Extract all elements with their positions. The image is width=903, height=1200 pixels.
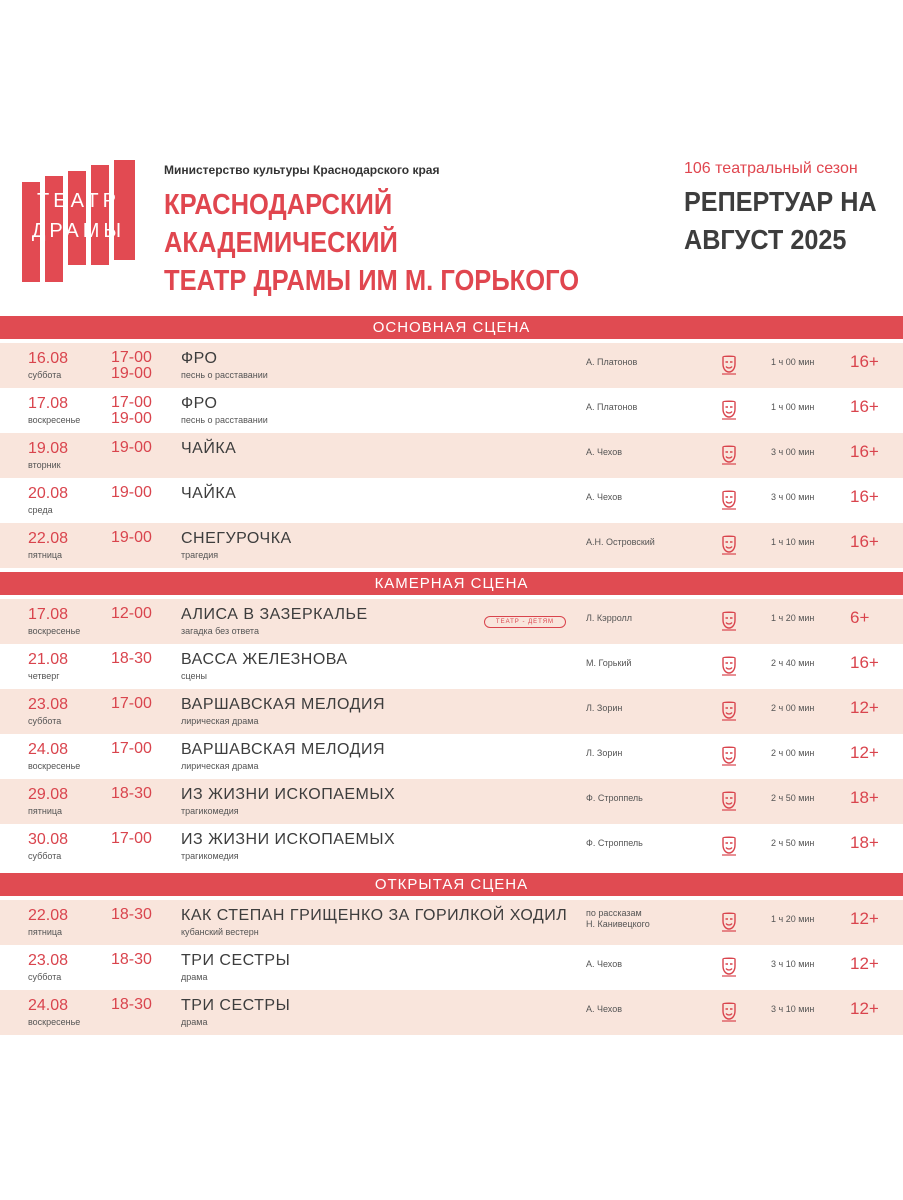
performance-date: 23.08 (28, 952, 69, 969)
age-rating: 18+ (850, 788, 879, 807)
play-genre: драма (181, 972, 208, 982)
section-header: ОТКРЫТАЯ СЦЕНА (0, 873, 903, 896)
play-author (586, 492, 622, 503)
play-duration: 1 ч 20 мин (771, 613, 815, 623)
weekday: воскресенье (28, 761, 81, 771)
age-rating: 12+ (850, 909, 879, 928)
start-time: 17-00 (111, 349, 152, 366)
start-time: 18-30 (111, 906, 152, 923)
start-time: 17-00 (111, 830, 152, 847)
section-header: ОСНОВНАЯ СЦЕНА (0, 316, 903, 339)
ministry-caption: Министерство культуры Краснодарского края (164, 163, 440, 177)
play-author (586, 613, 632, 624)
age-rating: 12+ (850, 999, 879, 1018)
author-line-1: Ф. Строппель (586, 793, 643, 803)
weekday: воскресенье (28, 1017, 81, 1027)
performance-time (111, 907, 152, 923)
play-genre: загадка без ответа (181, 626, 259, 636)
weekday: воскресенье (28, 626, 81, 636)
performance-time (111, 530, 152, 546)
schedule-row (0, 599, 903, 644)
repertoire-line-2: АВГУСТ 2025 (684, 224, 847, 255)
mask-icon (720, 611, 738, 631)
play-duration: 3 ч 10 мин (771, 959, 815, 969)
performance-date: 30.08 (28, 831, 69, 848)
age-rating: 16+ (850, 397, 879, 416)
performance-time (111, 997, 152, 1013)
mask-icon (720, 490, 738, 510)
start-time: 12-00 (111, 605, 152, 622)
weekday: суббота (28, 972, 62, 982)
performance-time (111, 485, 152, 501)
author-line-1: Л. Зорин (586, 748, 623, 758)
play-title: ТРИ СЕСТРЫ (181, 997, 291, 1014)
performance-date: 17.08 (28, 395, 69, 412)
play-duration: 1 ч 00 мин (771, 357, 815, 367)
mask-icon (720, 355, 738, 375)
performance-date: 20.08 (28, 485, 69, 502)
weekday: суббота (28, 716, 62, 726)
play-title: СНЕГУРОЧКА (181, 530, 292, 547)
play-duration: 3 ч 10 мин (771, 1004, 815, 1014)
schedule-row (0, 990, 903, 1035)
mask-icon (720, 1002, 738, 1022)
mask-icon (720, 701, 738, 721)
age-rating: 12+ (850, 743, 879, 762)
play-genre: трагикомедия (181, 851, 239, 861)
schedule-row (0, 433, 903, 478)
weekday: суббота (28, 370, 62, 380)
play-author (586, 959, 622, 970)
performance-date: 21.08 (28, 651, 69, 668)
season-caption: 106 театральный сезон (684, 160, 858, 177)
age-rating: 6+ (850, 608, 870, 627)
author-line-2: Н. Канивецкого (586, 919, 650, 929)
play-duration: 2 ч 50 мин (771, 838, 815, 848)
start-time: 17-00 (111, 394, 152, 411)
start-time-2: 19-00 (111, 410, 152, 427)
play-author (586, 357, 637, 368)
play-duration: 3 ч 00 мин (771, 447, 815, 457)
play-title: ИЗ ЖИЗНИ ИСКОПАЕМЫХ (181, 786, 396, 803)
play-title: АЛИСА В ЗАЗЕРКАЛЬЕ (181, 606, 368, 623)
schedule-row (0, 900, 903, 945)
play-duration: 2 ч 00 мин (771, 703, 815, 713)
author-line-1: Л. Зорин (586, 703, 623, 713)
play-title: ВАССА ЖЕЛЕЗНОВА (181, 651, 348, 668)
mask-icon (720, 912, 738, 932)
repertoire-title (684, 183, 878, 259)
performance-date: 24.08 (28, 997, 69, 1014)
play-genre: лирическая драма (181, 716, 259, 726)
play-title: ИЗ ЖИЗНИ ИСКОПАЕМЫХ (181, 831, 396, 848)
schedule-row (0, 478, 903, 523)
age-rating: 18+ (850, 833, 879, 852)
weekday: пятница (28, 806, 63, 816)
author-line-1: А. Платонов (586, 402, 638, 412)
age-rating: 16+ (850, 532, 879, 551)
mask-icon (720, 400, 738, 420)
performance-time (111, 786, 152, 802)
performance-date: 23.08 (28, 696, 69, 713)
play-duration: 2 ч 50 мин (771, 793, 815, 803)
schedule-row (0, 734, 903, 779)
weekday: суббота (28, 851, 62, 861)
author-line-1: Ф. Строппель (586, 838, 643, 848)
author-line-1: М. Горький (586, 658, 632, 668)
performance-date: 24.08 (28, 741, 69, 758)
author-line-1: А. Чехов (586, 1004, 622, 1014)
performance-time (111, 606, 152, 622)
start-time: 18-30 (111, 996, 152, 1013)
performance-time (111, 350, 152, 382)
mask-icon (720, 656, 738, 676)
play-title: ВАРШАВСКАЯ МЕЛОДИЯ (181, 696, 385, 713)
performance-time (111, 952, 152, 968)
start-time: 18-30 (111, 785, 152, 802)
play-genre: кубанский вестерн (181, 927, 259, 937)
play-author (586, 658, 631, 669)
start-time: 18-30 (111, 951, 152, 968)
logo-line-1: ТЕАТР (37, 190, 120, 212)
author-line-1: А. Чехов (586, 492, 622, 502)
schedule-row (0, 824, 903, 869)
theatre-name-line-2: ТЕАТР ДРАМЫ ИМ М. ГОРЬКОГО (164, 265, 580, 297)
play-author (586, 537, 655, 548)
play-title: ВАРШАВСКАЯ МЕЛОДИЯ (181, 741, 385, 758)
age-rating: 16+ (850, 487, 879, 506)
age-rating: 12+ (850, 698, 879, 717)
play-author (586, 838, 643, 849)
play-genre: песнь о расставании (181, 415, 268, 425)
mask-icon (720, 445, 738, 465)
play-duration: 1 ч 20 мин (771, 914, 815, 924)
play-author (586, 447, 622, 458)
weekday: воскресенье (28, 415, 81, 425)
performance-time (111, 831, 152, 847)
start-time: 17-00 (111, 695, 152, 712)
play-author (586, 1004, 622, 1015)
start-time: 19-00 (111, 484, 152, 501)
play-genre: трагедия (181, 550, 219, 560)
play-genre: песнь о расставании (181, 370, 268, 380)
author-line-1: А.Н. Островский (586, 537, 655, 547)
play-title: ЧАЙКА (181, 485, 237, 502)
logo-line-2: ДРАМЫ (31, 220, 126, 242)
play-duration: 2 ч 00 мин (771, 748, 815, 758)
schedule-row (0, 945, 903, 990)
play-duration: 2 ч 40 мин (771, 658, 815, 668)
play-author (586, 402, 637, 413)
schedule-row (0, 343, 903, 388)
mask-icon (720, 746, 738, 766)
play-duration: 1 ч 10 мин (771, 537, 815, 547)
performance-time (111, 395, 152, 427)
play-title: ФРО (181, 350, 218, 367)
start-time-2: 19-00 (111, 365, 152, 382)
schedule-row (0, 388, 903, 433)
play-title: ФРО (181, 395, 218, 412)
weekday: вторник (28, 460, 61, 470)
schedule-row (0, 644, 903, 689)
play-duration: 3 ч 00 мин (771, 492, 815, 502)
section-header: КАМЕРНАЯ СЦЕНА (0, 572, 903, 595)
schedule-row (0, 523, 903, 568)
age-rating: 16+ (850, 442, 879, 461)
play-title: ЧАЙКА (181, 440, 237, 457)
start-time: 19-00 (111, 529, 152, 546)
repertoire-line-1: РЕПЕРТУАР НА (684, 186, 877, 217)
theatre-name-line-1: КРАСНОДАРСКИЙ АКАДЕМИЧЕСКИЙ (164, 189, 398, 259)
performance-date: 22.08 (28, 907, 69, 924)
age-rating: 12+ (850, 954, 879, 973)
play-author (586, 748, 622, 759)
play-duration: 1 ч 00 мин (771, 402, 815, 412)
performance-date: 22.08 (28, 530, 69, 547)
mask-icon (720, 957, 738, 977)
mask-icon (720, 535, 738, 555)
performance-date: 29.08 (28, 786, 69, 803)
schedule-row (0, 779, 903, 824)
play-author (586, 908, 650, 930)
play-genre: сцены (181, 671, 207, 681)
performance-time (111, 440, 152, 456)
age-rating: 16+ (850, 653, 879, 672)
weekday: пятница (28, 927, 63, 937)
age-rating: 16+ (850, 352, 879, 371)
performance-time (111, 741, 152, 757)
theatre-name (164, 186, 622, 300)
weekday: четверг (28, 671, 60, 681)
play-genre: лирическая драма (181, 761, 259, 771)
mask-icon (720, 791, 738, 811)
play-title: КАК СТЕПАН ГРИЩЕНКО ЗА ГОРИЛКОЙ ХОДИЛ (181, 907, 568, 924)
play-author (586, 703, 622, 714)
play-genre: трагикомедия (181, 806, 239, 816)
play-author (586, 793, 643, 804)
author-line-1: А. Платонов (586, 357, 638, 367)
author-line-1: Л. Кэрролл (586, 613, 633, 623)
performance-time (111, 696, 152, 712)
start-time: 17-00 (111, 740, 152, 757)
kids-badge: ТЕАТР - ДЕТЯМ (484, 616, 566, 628)
play-title: ТРИ СЕСТРЫ (181, 952, 291, 969)
start-time: 19-00 (111, 439, 152, 456)
performance-date: 19.08 (28, 440, 69, 457)
author-line-1: А. Чехов (586, 447, 622, 457)
weekday: пятница (28, 550, 63, 560)
performance-date: 16.08 (28, 350, 69, 367)
weekday: среда (28, 505, 53, 515)
play-genre: драма (181, 1017, 208, 1027)
performance-time (111, 651, 152, 667)
start-time: 18-30 (111, 650, 152, 667)
theatre-logo (22, 160, 135, 282)
schedule-row (0, 689, 903, 734)
mask-icon (720, 836, 738, 856)
author-line-1: по рассказам (586, 908, 642, 918)
schedule-table (0, 316, 903, 1039)
author-line-1: А. Чехов (586, 959, 622, 969)
performance-date: 17.08 (28, 606, 69, 623)
